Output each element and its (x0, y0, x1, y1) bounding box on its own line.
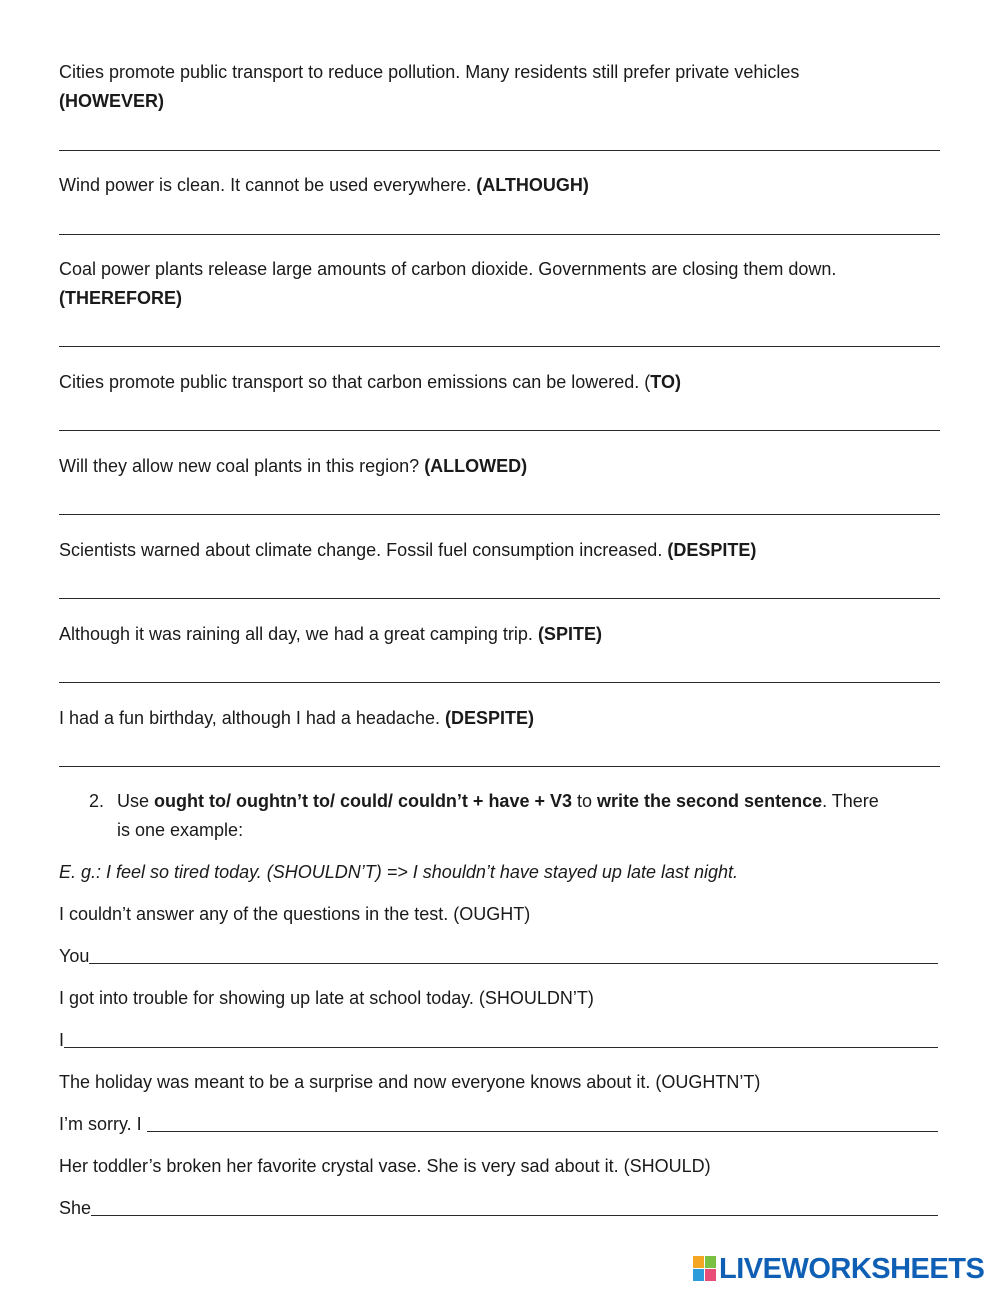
answer-line (59, 598, 940, 599)
answer-line (59, 150, 940, 151)
ex2-example: E. g.: I feel so tired today. (SHOULDN’T) => I shouldn’t have stayed up late last night. (59, 862, 739, 882)
ex1-q2-cue: (ALTHOUGH) (476, 175, 589, 195)
ex1-q7-cue: (SPITE) (537, 624, 602, 644)
answer-line (59, 234, 940, 235)
ex1-q4-cue: TO) (650, 372, 681, 392)
ex1-q5-cue: (ALLOWED) (424, 456, 528, 476)
ex2-q4-prompt: Her toddler’s broken her favorite crystal vase. She is very sad about it. (SHOULD) (59, 1156, 711, 1176)
ex1-q2-answer[interactable] (59, 212, 944, 236)
ex2-q2-prompt: I got into trouble for showing up late at school today. (SHOULDN’T) (59, 988, 594, 1008)
ex1-q4-answer[interactable] (59, 408, 944, 432)
ex1-q3-cue: (THEREFORE) (59, 288, 182, 308)
ex2-q1-prefix: You (59, 946, 90, 966)
ex1-q3-text: Coal power plants release large amounts of carbon dioxide. Governments are closing them down. (59, 259, 837, 279)
ex2-q2-prefix: I (59, 1030, 65, 1050)
ex2-q2-row (59, 1028, 938, 1052)
ex2-q1-answer[interactable] (89, 958, 938, 964)
ex1-q6-cue: (DESPITE) (667, 540, 757, 560)
ex2-q4-prefix: She (59, 1198, 92, 1218)
answer-line (59, 682, 940, 683)
ex1-q1-answer[interactable] (59, 128, 944, 152)
ex1-q7-text: Although it was raining all day, we had a great camping trip. (SPITE) (59, 624, 602, 644)
ex1-q1-text: Cities promote public transport to reduce pollution. Many residents still prefer private vehicles (59, 62, 800, 82)
ex2-instruction-cont: is one example: (117, 820, 244, 840)
liveworksheets-logo (693, 1254, 984, 1284)
ex1-q3-answer[interactable] (59, 324, 944, 348)
ex2-q1-prompt: I couldn’t answer any of the questions in the test. (OUGHT) (59, 904, 531, 924)
ex1-q6-text: Scientists warned about climate change. Fossil fuel consumption increased. (DESPITE) (59, 540, 757, 560)
ex2-q3-prompt: The holiday was meant to be a surprise and now everyone knows about it. (OUGHTN’T) (59, 1072, 761, 1092)
ex2-q3-answer[interactable] (147, 1126, 938, 1132)
ex1-q2-text: Wind power is clean. It cannot be used everywhere. (ALTHOUGH) (59, 175, 589, 195)
ex2-q1-row (59, 944, 938, 968)
ex1-q8-cue: (DESPITE) (444, 708, 534, 728)
answer-line (59, 430, 940, 431)
ex1-q5-text: Will they allow new coal plants in this region? (ALLOWED) (59, 456, 528, 476)
answer-line (59, 514, 940, 515)
ex1-q7-answer[interactable] (59, 660, 944, 684)
ex1-q5-answer[interactable] (59, 492, 944, 516)
logo-text: LIVEWORKSHEETS (719, 1252, 985, 1285)
ex1-q8-answer[interactable] (59, 744, 944, 768)
answer-line (59, 766, 940, 767)
answer-line (59, 346, 940, 347)
logo-blocks-icon (693, 1256, 717, 1282)
ex2-q2-answer[interactable] (64, 1042, 938, 1048)
ex2-q3-row (59, 1112, 938, 1136)
ex2-q3-prefix: I’m sorry. I (59, 1114, 147, 1134)
ex2-instruction: 2. Use ought to/ oughtn’t to/ could/ couldn’t + have + V3 to write the second sentence. There (89, 791, 879, 811)
ex2-q4-row (59, 1196, 938, 1220)
ex1-q4-text: Cities promote public transport so that carbon emissions can be lowered. (TO) (59, 372, 681, 392)
ex1-q1-cue: (HOWEVER) (59, 91, 164, 111)
ex2-q4-answer[interactable] (91, 1210, 938, 1216)
ex2-number: 2. (89, 791, 105, 811)
ex1-q8-text: I had a fun birthday, although I had a headache. (DESPITE) (59, 708, 534, 728)
ex1-q6-answer[interactable] (59, 576, 944, 600)
